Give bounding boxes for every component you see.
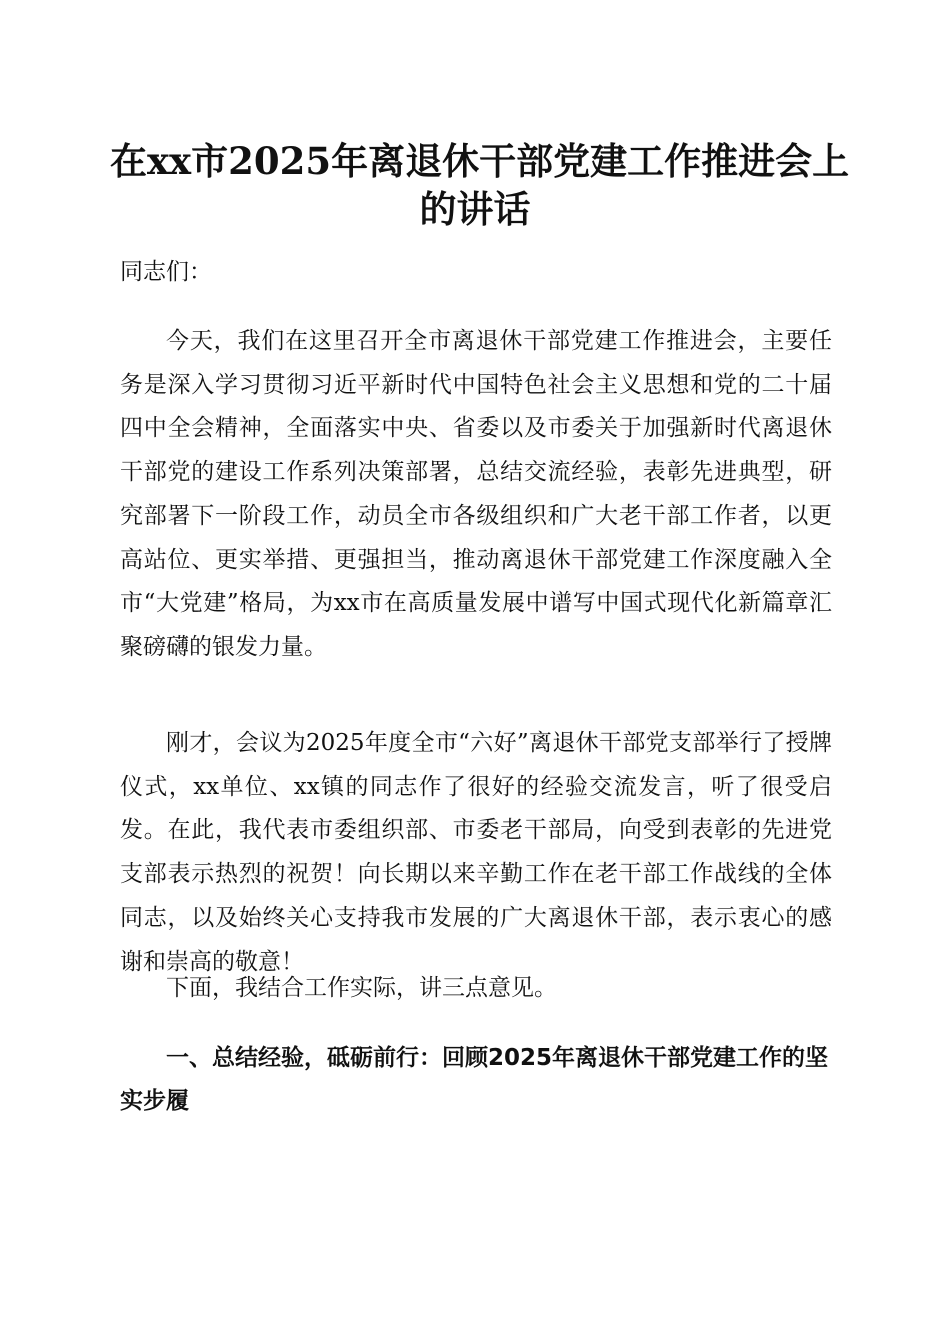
paragraph-opening: 今天，我们在这里召开全市离退休干部党建工作推进会，主要任务是深入学习贯彻习近平新时代中国特色社会主义思想和党的二十届四中全会精神，全面落实中央、省委以及市委关于加强新时代离退休干部党的建设工作系列决策部署，总结交流经验，表彰先进典型，研究部署下一阶段工作，动员全市各级组织和广大老干部工作者，以更高站位、更实举措、更强担当，推动离退休干部党建工作深度融入全市“大党建”格局，为xx市在高质量发展中谱写中国式现代化新篇章汇聚磅礴的银发力量。 — [120, 328, 832, 660]
salutation: 同志们： — [120, 259, 212, 285]
paragraph-acknowledgement: 刚才，会议为2025年度全市“六好”离退休干部党支部举行了授牌仪式，xx单位、xx镇的同志作了很好的经验交流发言，听了很受启发。在此，我代表市委组织部、市委老干部局，向受到表彰的先进党支部表示热烈的祝贺！向长期以来辛勤工作在老干部工作战线的全体同志，以及始终关心支持我市发展的广大离退休干部，表示衷心的感谢和崇高的敬意！ — [120, 730, 832, 975]
document-title-line-1: 在xx市2025年离退休干部党建工作推进会上 — [110, 139, 850, 183]
document-title-line-2: 的讲话 — [419, 187, 531, 231]
paragraph-transition: 下面，我结合工作实际，讲三点意见。 — [166, 975, 557, 1001]
section-heading-1: 一、总结经验，砥砺前行：回顾2025年离退休干部党建工作的坚实步履 — [120, 1045, 829, 1114]
